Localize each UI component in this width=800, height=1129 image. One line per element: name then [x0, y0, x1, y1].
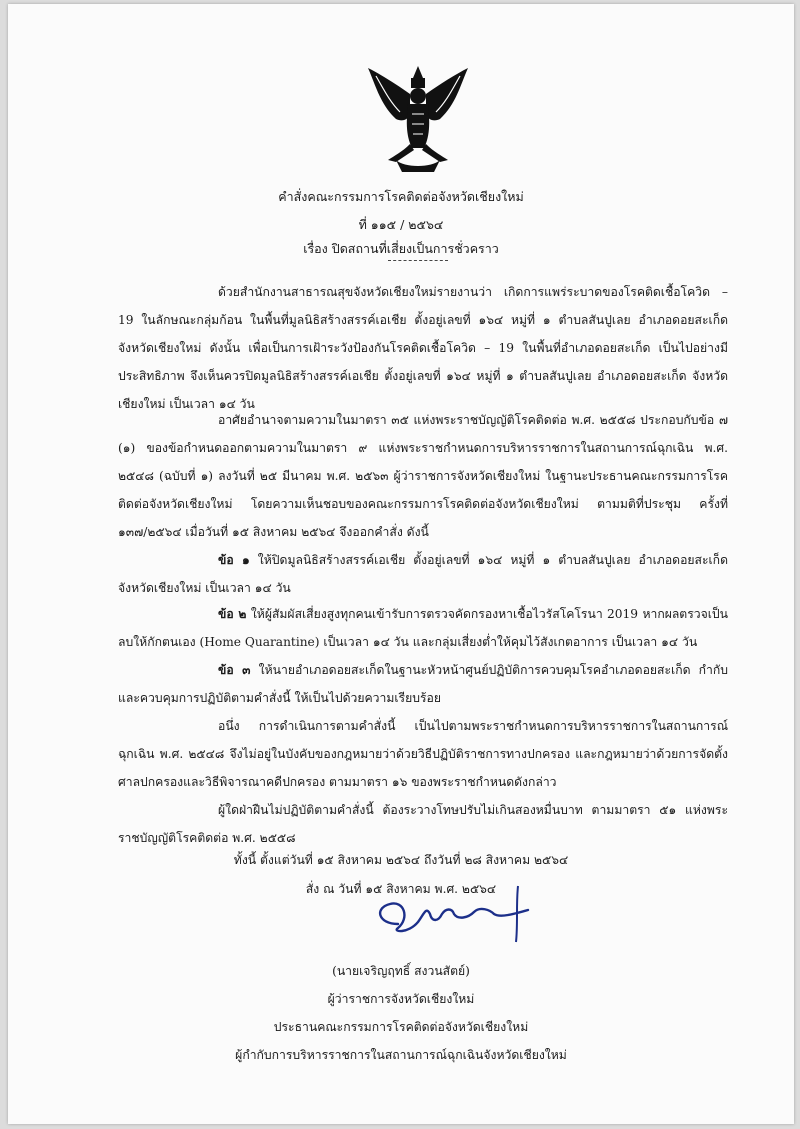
order-date: สั่ง ณ วันที่ ๑๕ สิงหาคม พ.ศ. ๒๕๖๔ — [305, 882, 497, 896]
paragraph-penalty: ผู้ใดฝ่าฝืนไม่ปฏิบัติตามคำสั่งนี้ ต้องระวางโทษปรับไม่เกินสองหมื่นบาท ตามมาตรา ๕๑ แห่งพระราชบัญญัติโรคติดต่อ พ.ศ. ๒๕๕๘ — [118, 803, 728, 845]
paragraph-legal-note: อนึ่ง การดำเนินการตามคำสั่งนี้ เป็นไปตามพระราชกำหนดการบริหารราชการในสถานการณ์ฉุกเฉิน พ.ศ. ๒๕๔๘ จึงไม่อยู่ในบังคับของกฎหมายว่าด้วยวิธีปฏิบัติราชการทางปกครอง และกฎหมายว่าด้วยการจัดตั้งศาลปกครองและวิธีพิจารณาคดีปกครอง ตามมาตรา ๑๖ ของพระราชกำหนดดังกล่าว — [118, 719, 728, 789]
clause-2 — [118, 600, 728, 656]
handwritten-signature — [368, 884, 538, 944]
signer-title-emergency: ผู้กำกับการบริหารราชการในสถานการณ์ฉุกเฉินจังหวัดเชียงใหม่ — [235, 1048, 567, 1062]
clause-3-text: ให้นายอำเภอดอยสะเก็ดในฐานะหัวหน้าศูนย์ปฏิบัติการควบคุมโรคอำเภอดอยสะเก็ด กำกับและควบคุมการปฏิบัติตามคำสั่งนี้ ให้เป็นไปด้วยความเรียบร้อย — [118, 663, 728, 705]
order-subject: เรื่อง ปิดสถานที่เสี่ยงเป็นการชั่วคราว — [303, 241, 499, 256]
paragraph-background: ด้วยสำนักงานสาธารณสุขจังหวัดเชียงใหม่รายงานว่า เกิดการแพร่ระบาดของโรคติดเชื้อโควิด – 19 ในลักษณะกลุ่มก้อน ในพื้นที่มูลนิธิสร้างสรรค์เอเชีย ตั้งอยู่เลขที่ ๑๖๔ หมู่ที่ ๑ ตำบลสันปูเลย อำเภอดอยสะเก็ด จังหวัดเชียงใหม่ ดังนั้น เพื่อเป็นการเฝ้าระวังป้องกันโรคติดเชื้อโควิด – 19 ในพื้นที่อำเภอดอยสะเก็ด เป็นไปอย่างมีประสิทธิภาพ จึงเห็นควรปิดมูลนิธิสร้างสรรค์เอเชีย ตั้งอยู่เลขที่ ๑๖๔ หมู่ที่ ๑ ตำบลสันปูเลย อำเภอดอยสะเก็ด จังหวัดเชียงใหม่ เป็นเวลา ๑๔ วัน — [118, 285, 728, 411]
clause-2-text: ให้ผู้สัมผัสเสี่ยงสูงทุกคนเข้ารับการตรวจคัดกรองหาเชื้อไวรัสโคโรนา 2019 หากผลตรวจเป็นลบให้กักตนเอง (Home Quarantine) เป็นเวลา ๑๔ วัน และกลุ่มเสี่ยงต่ำให้คุมไว้สังเกตอาการ เป็นเวลา ๑๔ วัน — [118, 607, 728, 649]
signer-title-chair: ประธานคณะกรรมการโรคติดต่อจังหวัดเชียงใหม่ — [273, 1020, 529, 1034]
clause-2-label: ข้อ ๒ — [218, 607, 247, 621]
separator — [388, 260, 448, 261]
clause-3-label: ข้อ ๓ — [218, 663, 251, 677]
clause-1 — [118, 546, 728, 602]
paragraph-authority: อาศัยอำนาจตามความในมาตรา ๓๕ แห่งพระราชบัญญัติโรคติดต่อ พ.ศ. ๒๕๕๘ ประกอบกับข้อ ๗ (๑) ของข้อกำหนดออกตามความในมาตรา ๙ แห่งพระราชกำหนดการบริหารราชการในสถานการณ์ฉุกเฉิน พ.ศ. ๒๕๔๘ (ฉบับที่ ๑) ลงวันที่ ๒๕ มีนาคม พ.ศ. ๒๕๖๓ ผู้ว่าราชการจังหวัดเชียงใหม่ ในฐานะประธานคณะกรรมการโรคติดต่อจังหวัดเชียงใหม่ โดยความเห็นชอบของคณะกรรมการโรคติดต่อจังหวัดเชียงใหม่ ตามมติที่ประชุม ครั้งที่ ๑๓๗/๒๕๖๔ เมื่อวันที่ ๑๕ สิงหาคม ๒๕๖๔ จึงออกคำสั่ง ดังนี้ — [118, 413, 728, 539]
clause-3 — [118, 656, 728, 712]
document-page — [8, 4, 794, 1124]
order-number: ที่ ๑๑๕ / ๒๕๖๔ — [358, 217, 444, 232]
order-title: คำสั่งคณะกรรมการโรคติดต่อจังหวัดเชียงใหม่ — [278, 189, 524, 204]
garuda-emblem-icon — [366, 64, 470, 174]
signer-name: (นายเจริญฤทธิ์ สงวนสัตย์) — [332, 964, 470, 978]
clause-1-text: ให้ปิดมูลนิธิสร้างสรรค์เอเชีย ตั้งอยู่เลขที่ ๑๖๔ หมู่ที่ ๑ ตำบลสันปูเลย อำเภอดอยสะเก็ด จังหวัดเชียงใหม่ เป็นเวลา ๑๔ วัน — [118, 553, 728, 595]
effective-period: ทั้งนี้ ตั้งแต่วันที่ ๑๕ สิงหาคม ๒๕๖๔ ถึงวันที่ ๒๘ สิงหาคม ๒๕๖๔ — [233, 853, 569, 867]
signer-title-governor: ผู้ว่าราชการจังหวัดเชียงใหม่ — [327, 992, 475, 1006]
clause-1-label: ข้อ ๑ — [218, 553, 250, 567]
